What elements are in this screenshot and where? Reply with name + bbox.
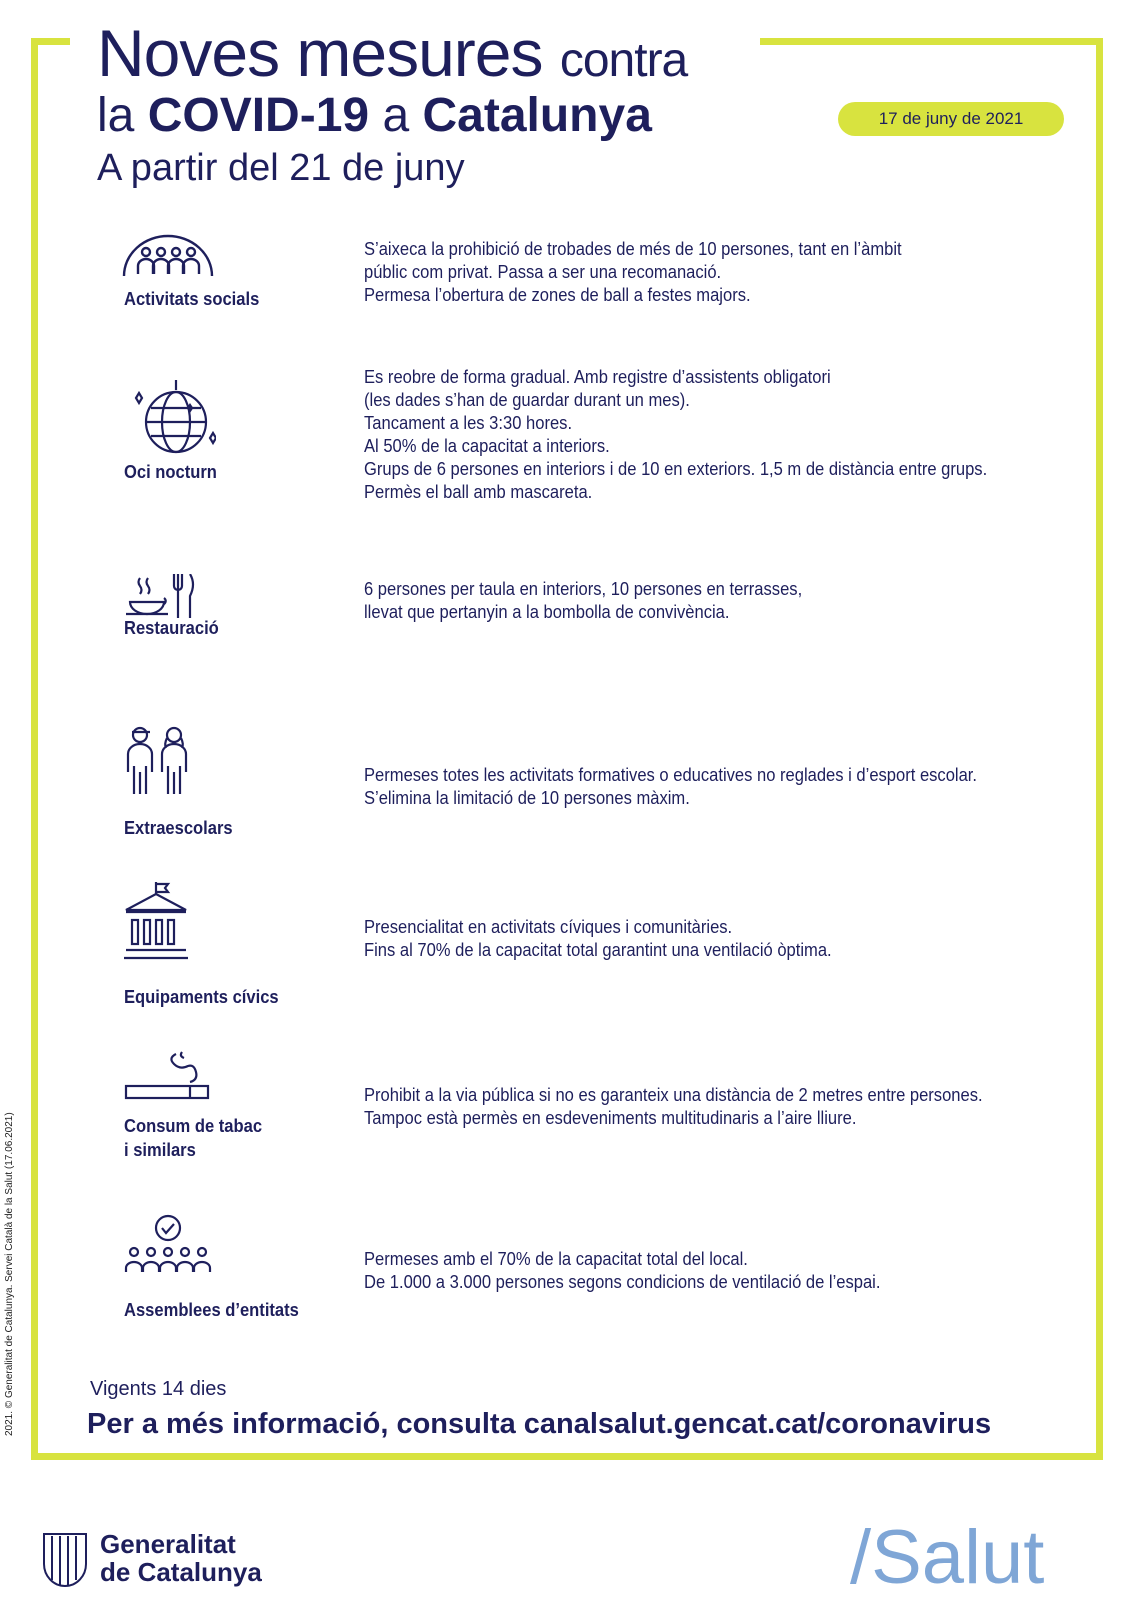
desc-line: Presencialitat en activitats cíviques i comunitàries. xyxy=(364,917,733,937)
measure-description xyxy=(364,764,1026,810)
measure-label: Equipaments cívics xyxy=(124,987,279,1007)
title-word-a: a xyxy=(382,89,410,142)
measure-label xyxy=(124,1114,262,1162)
measure-label: Oci nocturn xyxy=(124,462,217,482)
measure-description xyxy=(364,1248,1026,1294)
desc-line: S’elimina la limitació de 10 persones màxim. xyxy=(364,788,690,808)
desc-line: Permesa l’obertura de zones de ball a festes majors. xyxy=(364,285,751,305)
desc-line: públic com privat. Passa a ser una recomanació. xyxy=(364,262,722,282)
desc-line: S’aixeca la prohibició de trobades de més de 10 persones, tant en l’àmbit xyxy=(364,239,902,259)
generalitat-wordmark xyxy=(100,1530,262,1586)
disco-ball-icon xyxy=(130,380,216,460)
measure-description xyxy=(364,366,1026,504)
measure-label: Activitats socials xyxy=(124,289,260,309)
children-icon xyxy=(124,726,190,796)
measure-label: Assemblees d’entitats xyxy=(124,1300,299,1320)
measure-description xyxy=(364,916,1026,962)
title-main: Noves mesures xyxy=(97,16,543,90)
crowd-icon xyxy=(120,228,216,280)
measure-label: Extraescolars xyxy=(124,818,233,838)
measure-label-line2: i similars xyxy=(124,1140,196,1160)
desc-line: Permeses amb el 70% de la capacitat total del local. xyxy=(364,1249,748,1269)
civic-building-icon xyxy=(122,882,194,966)
copyright-credit: 2021. © Generalitat de Catalunya. Servei Català de la Salut (17.06.2021) xyxy=(4,1112,15,1436)
desc-line: Permeses totes les activitats formatives o educatives no reglades i d’esport escolar. xyxy=(364,765,978,785)
desc-line: (les dades s’han de guardar durant un mes). xyxy=(364,390,690,410)
cigarette-icon xyxy=(124,1050,212,1100)
title-word-la: la xyxy=(97,89,135,142)
title-covid: COVID-19 xyxy=(147,89,370,142)
page-title xyxy=(97,18,687,190)
assembly-icon xyxy=(124,1214,214,1274)
desc-line: Permès el ball amb mascareta. xyxy=(364,482,593,502)
desc-line: Tampoc està permès en esdeveniments multitudinaris a l’aire lliure. xyxy=(364,1108,857,1128)
measure-label-line1: Consum de tabac xyxy=(124,1116,263,1136)
measure-description xyxy=(364,1084,1026,1130)
measure-label: Restauració xyxy=(124,618,219,638)
validity-note: Vigents 14 dies xyxy=(90,1378,227,1400)
desc-line: Tancament a les 3:30 hores. xyxy=(364,413,573,433)
desc-line: llevat que pertanyin a la bombolla de convivència. xyxy=(364,602,730,622)
generalitat-logo-icon xyxy=(40,1530,90,1595)
desc-line: Fins al 70% de la capacitat total garantint una ventilació òptima. xyxy=(364,940,832,960)
measure-description xyxy=(364,238,1026,307)
more-info-link[interactable]: Per a més informació, consulta canalsalut.gencat.cat/coronavirus xyxy=(87,1408,992,1440)
title-catalunya: Catalunya xyxy=(422,89,652,142)
desc-line: Grups de 6 persones en interiors i de 10 en exteriors. 1,5 m de distància entre grups. xyxy=(364,459,988,479)
desc-line: De 1.000 a 3.000 persones segons condicions de ventilació de l’espai. xyxy=(364,1272,881,1292)
desc-line: 6 persones per taula en interiors, 10 persones en terrasses, xyxy=(364,579,803,599)
restaurant-icon xyxy=(124,574,196,618)
date-badge: 17 de juny de 2021 xyxy=(838,102,1064,136)
desc-line: Prohibit a la via pública si no es garanteix una distància de 2 metres entre persones. xyxy=(364,1085,983,1105)
gov-line1: Generalitat xyxy=(100,1529,236,1559)
salut-brand: /Salut xyxy=(850,1515,1045,1600)
desc-line: Al 50% de la capacitat a interiors. xyxy=(364,436,610,456)
gov-line2: de Catalunya xyxy=(100,1557,262,1587)
title-tail: contra xyxy=(559,34,688,87)
subtitle: A partir del 21 de juny xyxy=(97,147,465,189)
measure-description xyxy=(364,578,1026,624)
desc-line: Es reobre de forma gradual. Amb registre d’assistents obligatori xyxy=(364,367,831,387)
